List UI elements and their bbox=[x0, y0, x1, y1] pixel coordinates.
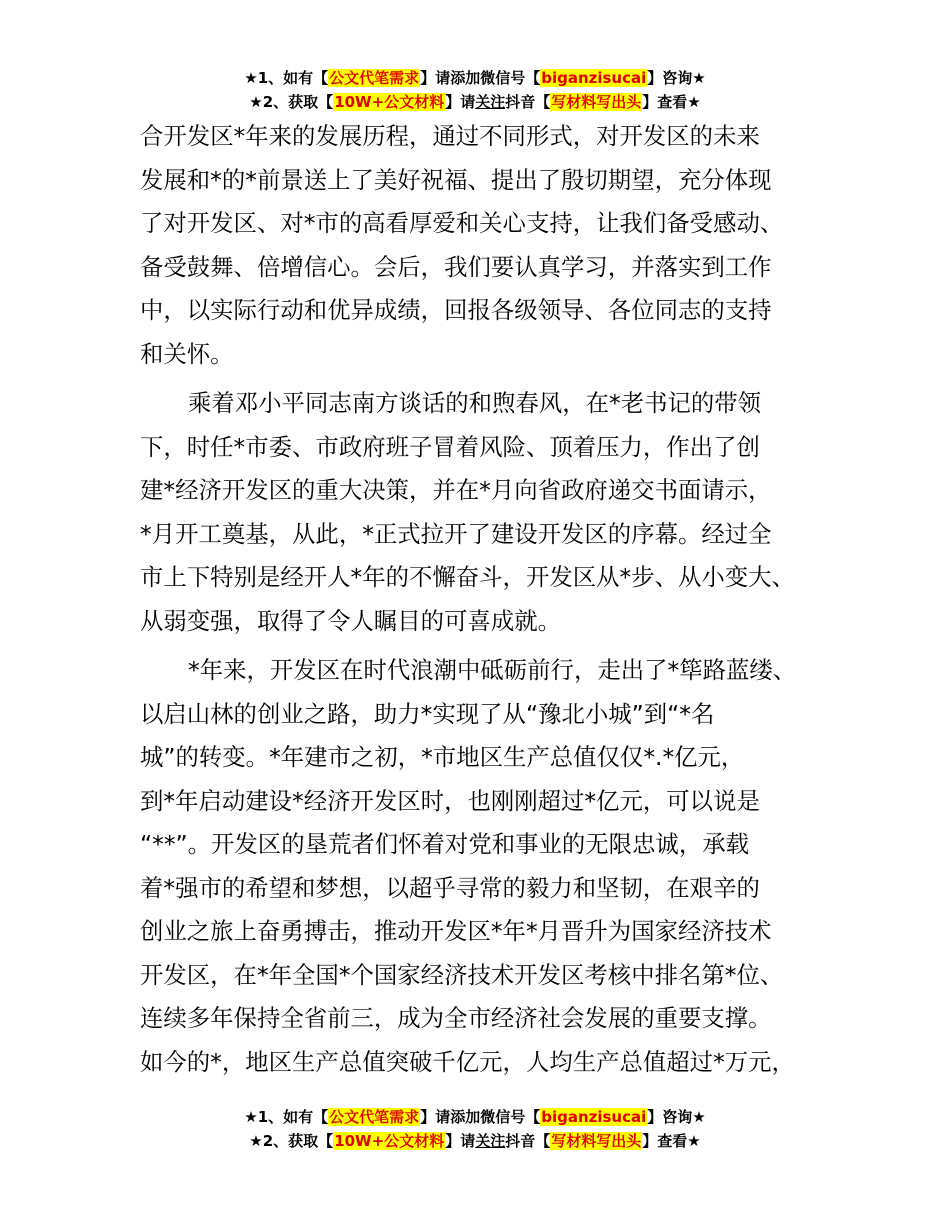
text-line: 备受鼓舞、倍增信心。会后，我们要认真学习，并落实到工作 bbox=[140, 252, 772, 281]
footer-banner-line-2: ★2、获取【10W+公文材料】请关注抖音【写材料写出头】查看★ bbox=[249, 1132, 701, 1150]
highlight-douyin-account: 写材料写出头 bbox=[551, 1132, 642, 1150]
document-body bbox=[140, 115, 830, 1084]
text-line: 和关怀。 bbox=[140, 339, 234, 368]
text-line: 到*年启动建设*经济开发区时，也刚刚超过*亿元，可以说是 bbox=[140, 786, 760, 815]
highlight-materials: 10W+公文材料 bbox=[334, 93, 445, 111]
text-line: 开发区，在*年全国*个国家经济技术开发区考核中排名第*位、 bbox=[140, 960, 784, 989]
text-line: 下，时任*市委、市政府班子冒着风险、顶着压力，作出了创 bbox=[140, 432, 760, 461]
text-line: 着*强市的希望和梦想，以超乎寻常的毅力和坚韧，在艰辛的 bbox=[140, 873, 760, 902]
text-line: 创业之旅上奋勇搏击，推动开发区*年*月晋升为国家经济技术 bbox=[140, 917, 772, 945]
text-line: 中，以实际行动和优异成绩，回报各级领导、各位同志的支持 bbox=[140, 296, 772, 324]
text-line: *月开工奠基，从此，*正式拉开了建设开发区的序幕。经过全 bbox=[140, 519, 772, 548]
highlight-douyin-account: 写材料写出头 bbox=[551, 93, 642, 111]
underlined-follow: 关注 bbox=[475, 1132, 506, 1150]
text-line: 了对开发区、对*市的高看厚爱和关心支持，让我们备受感动、 bbox=[140, 209, 784, 237]
header-banner-line-1: ★1、如有【公文代笔需求】请添加微信号【biganzisucai】咨询★ bbox=[244, 69, 706, 87]
header-banner-line-2: ★2、获取【10W+公文材料】请关注抖音【写材料写出头】查看★ bbox=[249, 93, 701, 111]
highlight-ghostwriting: 公文代笔需求 bbox=[329, 69, 420, 87]
footer-banner-line-1: ★1、如有【公文代笔需求】请添加微信号【biganzisucai】咨询★ bbox=[244, 1108, 706, 1126]
text-line: 乘着邓小平同志南方谈话的和煦春风，在*老书记的带领 bbox=[188, 389, 762, 417]
text-line: *年来，开发区在时代浪潮中砥砺前行，走出了*筚路蓝缕、 bbox=[188, 656, 797, 684]
text-line: 城”的转变。*年建市之初，*市地区生产总值仅仅*.*亿元， bbox=[140, 743, 745, 771]
text-line: 从弱变强，取得了令人瞩目的可喜成就。 bbox=[140, 606, 562, 635]
text-line: 如今的*，地区生产总值突破千亿元，人均生产总值超过*万元， bbox=[140, 1047, 795, 1076]
highlight-ghostwriting: 公文代笔需求 bbox=[329, 1108, 420, 1126]
paragraph-3 bbox=[140, 649, 830, 1084]
text-line: 合开发区*年来的发展历程，通过不同形式，对开发区的未来 bbox=[140, 122, 760, 150]
highlight-materials: 10W+公文材料 bbox=[334, 1132, 445, 1150]
text-line: 发展和*的*前景送上了美好祝福、提出了殷切期望，充分体现 bbox=[140, 165, 772, 194]
text-line: 建*经济开发区的重大决策，并在*月向省政府递交书面请示， bbox=[140, 476, 772, 504]
text-line: “**”。开发区的垦荒者们怀着对党和事业的无限忠诚，承载 bbox=[140, 830, 749, 858]
text-line: 连续多年保持全省前三，成为全市经济社会发展的重要支撑。 bbox=[140, 1004, 772, 1032]
header-banner bbox=[0, 66, 950, 114]
paragraph-2 bbox=[140, 382, 830, 643]
paragraph-1 bbox=[140, 115, 830, 376]
underlined-follow: 关注 bbox=[475, 93, 506, 111]
text-line: 以启山林的创业之路，助力*实现了从“豫北小城”到“*名 bbox=[140, 699, 715, 728]
text-line: 市上下特别是经开人*年的不懈奋斗，开发区从*步、从小变大、 bbox=[140, 563, 795, 591]
footer-banner bbox=[0, 1105, 950, 1153]
highlight-wechat-id: biganzisucai bbox=[541, 1108, 647, 1126]
highlight-wechat-id: biganzisucai bbox=[541, 69, 647, 87]
